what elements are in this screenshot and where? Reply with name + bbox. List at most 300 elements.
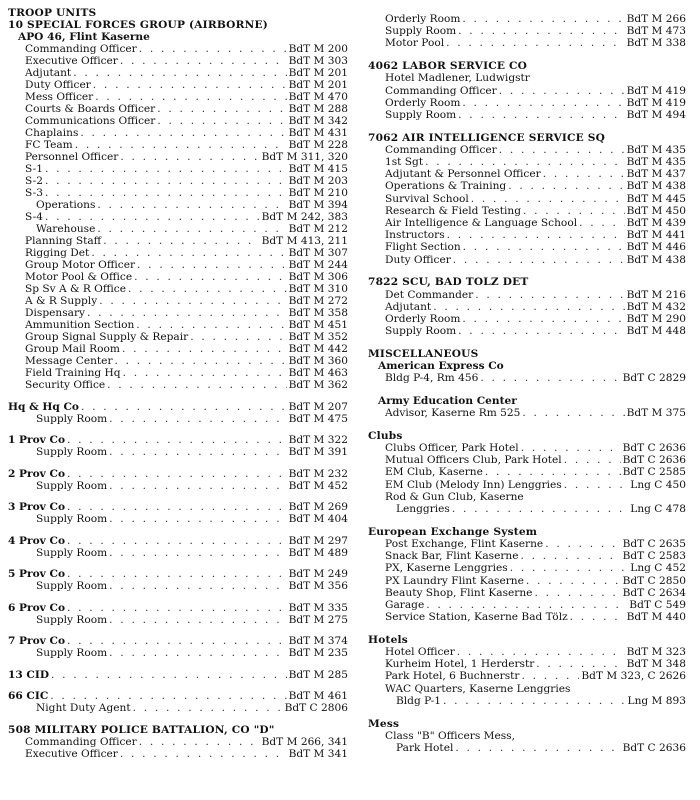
directory-entry <box>8 331 348 343</box>
phone-number: BdT M 391 <box>288 446 348 458</box>
leader-dots <box>426 599 627 611</box>
leader-dots <box>458 109 624 121</box>
phone-number: BdT M 432 <box>626 300 686 313</box>
subsection-heading: Army Education Center <box>378 394 517 407</box>
directory-entry <box>8 614 348 626</box>
subsection-heading: American Express Co <box>378 360 504 372</box>
leader-dots <box>499 144 625 156</box>
phone-number: BdT M 356 <box>288 580 348 592</box>
phone-number: BdT C 2636 <box>622 454 686 467</box>
phone-number: BdT M 269 <box>288 501 348 513</box>
phone-number: BdT M 342 <box>288 115 348 127</box>
directory-entry <box>8 79 348 91</box>
phone-number: BdT C 2585 <box>622 466 686 479</box>
entry-name: Operations <box>36 199 96 211</box>
leader-dots <box>425 156 624 168</box>
phone-number: BdT M 438 <box>626 180 686 193</box>
directory-entry <box>368 611 686 623</box>
entry-name: Supply Room <box>385 108 457 121</box>
phone-number: BdT M 360 <box>288 355 348 367</box>
entry-name: Clubs Officer, Park Hotel <box>385 442 519 454</box>
leader-dots <box>97 199 286 211</box>
phone-number: BdT M 450 <box>626 204 686 217</box>
entry-name: Planning Staff <box>25 235 102 247</box>
directory-entry <box>8 480 348 492</box>
directory-entry <box>368 85 686 97</box>
entry-name: 1st Sgt <box>385 156 424 168</box>
entry-name: Chaplains <box>25 127 79 139</box>
entry-name: Supply Room <box>36 446 108 458</box>
leader-dots <box>499 85 625 97</box>
entry-name: Flight Section <box>385 241 461 254</box>
phone-number: BdT M 272 <box>288 295 348 307</box>
phone-number: BdT M 494 <box>626 108 686 121</box>
directory-entry <box>368 372 686 384</box>
entry-name: Garage <box>385 598 425 611</box>
entry-name: Commanding Officer <box>25 735 137 748</box>
directory-entry <box>8 434 348 446</box>
leader-dots <box>120 151 259 163</box>
phone-number: BdT M 341 <box>288 747 348 760</box>
entry-name: Beauty Shop, Flint Kaserne <box>385 586 533 599</box>
leader-dots <box>485 466 621 478</box>
directory-entry <box>368 205 686 217</box>
entry-name: Ammunition Section <box>25 319 135 331</box>
entry-name: PX Laundry Flint Kaserne <box>385 574 524 587</box>
leader-dots <box>109 513 286 525</box>
phone-number: BdT M 446 <box>626 241 686 254</box>
phone-number: BdT M 394 <box>288 199 348 211</box>
entry-name: Commanding Officer <box>385 84 497 97</box>
entry-name: Park Hotel, 6 Buchnerstr <box>385 670 520 683</box>
directory-entry <box>8 446 348 458</box>
leader-dots <box>81 401 287 413</box>
entry-name: Hotel Officer <box>385 646 455 658</box>
leader-dots <box>521 442 621 454</box>
phone-number: BdT M 445 <box>626 192 686 205</box>
phone-number: BdT M 307 <box>288 247 348 259</box>
phone-number: BdT M 242, 383 <box>261 211 348 223</box>
phone-number: BdT C 2634 <box>622 586 686 599</box>
directory-entry <box>8 513 348 525</box>
leader-dots <box>109 547 286 559</box>
entry-name: Supply Room <box>36 412 108 425</box>
phone-number: BdT M 266, 341 <box>261 735 348 748</box>
phone-number: BdT M 285 <box>288 668 348 681</box>
directory-entry <box>368 37 686 49</box>
entry-name: Night Duty Agent <box>36 702 131 714</box>
phone-number: BdT M 448 <box>626 325 686 338</box>
leader-dots <box>190 331 286 343</box>
phone-number: BdT M 323 <box>626 646 686 658</box>
leader-dots <box>93 79 287 91</box>
directory-entry <box>368 695 686 707</box>
entry-name: S-3 <box>25 187 43 199</box>
phone-number: BdT M 415 <box>288 163 348 175</box>
section-heading: 7822 SCU, BAD TOLZ DET <box>368 276 529 289</box>
leader-dots <box>134 271 286 283</box>
leader-dots <box>455 742 620 754</box>
directory-entry <box>8 247 348 259</box>
phone-number: BdT M 275 <box>288 613 348 626</box>
leader-dots <box>45 187 287 199</box>
leader-dots <box>45 211 260 223</box>
directory-entry <box>8 602 348 614</box>
section-heading: TROOP UNITS <box>8 7 97 19</box>
directory-entry <box>8 295 348 307</box>
directory-entry <box>8 67 348 79</box>
phone-number: BdT C 2636 <box>622 442 686 454</box>
directory-entry <box>368 742 686 754</box>
directory-entry <box>8 43 348 55</box>
directory-entry <box>8 115 348 127</box>
phone-number: BdT M 419 <box>626 96 686 109</box>
entry-name: Security Office <box>25 379 106 391</box>
phone-number: BdT M 463 <box>288 367 348 379</box>
entry-name: Group Motor Officer <box>25 259 136 271</box>
entry-name: EM Club, Kaserne <box>385 466 483 479</box>
directory-entry <box>8 175 348 187</box>
leader-dots <box>67 635 287 647</box>
phone-number: BdT M 475 <box>288 412 348 425</box>
directory-entry <box>8 647 348 659</box>
directory-entry <box>8 55 348 67</box>
entry-name: Det Commander <box>385 288 474 301</box>
leader-dots <box>446 37 624 49</box>
leader-dots <box>91 247 286 259</box>
phone-number: BdT M 310 <box>288 283 348 295</box>
phone-number: BdT M 437 <box>626 168 686 181</box>
directory-entry <box>8 187 348 199</box>
leader-dots <box>462 13 624 25</box>
entry-name: Group Mail Room <box>25 343 120 355</box>
entry-name: Executive Officer <box>25 55 118 67</box>
directory-entry <box>8 501 348 513</box>
leader-dots <box>471 193 625 205</box>
leader-dots <box>510 562 629 574</box>
entry-name: Park Hotel <box>396 741 454 754</box>
phone-number: BdT M 290 <box>626 312 686 325</box>
phone-number: BdT M 431 <box>288 127 348 139</box>
leader-dots <box>457 646 625 658</box>
leader-dots <box>109 580 286 592</box>
entry-name: Post Exchange, Flint Kaserne <box>385 537 544 550</box>
entry-name: Rigging Det <box>25 247 90 259</box>
entry-name: Supply Room <box>385 325 457 338</box>
entry-name: PX, Kaserne Lenggries <box>385 562 508 575</box>
leader-dots <box>133 702 283 714</box>
phone-number: BdT M 228 <box>288 139 348 151</box>
directory-entry <box>8 151 348 163</box>
leader-dots <box>107 379 286 391</box>
directory-entry <box>368 144 686 156</box>
directory-entry <box>8 271 348 283</box>
phone-number: BdT M 297 <box>288 534 348 547</box>
directory-entry <box>8 535 348 547</box>
phone-number: BdT M 311, 320 <box>261 151 348 163</box>
leader-dots <box>67 535 287 547</box>
phone-number: BdT M 235 <box>288 647 348 659</box>
leader-dots <box>157 115 286 127</box>
leader-dots <box>120 55 287 67</box>
directory-entry <box>368 670 686 682</box>
phone-number: BdT M 207 <box>288 400 348 413</box>
entry-name: Lenggries <box>396 503 450 515</box>
directory-entry <box>8 139 348 151</box>
directory-entry <box>368 325 686 337</box>
phone-number: BdT C 2635 <box>622 537 686 550</box>
leader-dots <box>73 67 286 79</box>
leader-dots <box>95 91 286 103</box>
phone-number: BdT M 323, C 2626 <box>581 670 686 683</box>
phone-number: BdT M 244 <box>288 259 348 271</box>
phone-number: BdT C 549 <box>629 598 686 611</box>
entry-name: 7 Prov Co <box>8 635 66 647</box>
entry-name: Research & Field Testing <box>385 204 521 217</box>
leader-dots <box>534 587 620 599</box>
directory-entry <box>368 25 686 37</box>
entry-name: Air Intelligence & Language School <box>385 217 578 229</box>
leader-dots <box>51 669 287 681</box>
leader-dots <box>157 103 286 115</box>
phone-number: BdT M 489 <box>288 546 348 559</box>
phone-number: BdT M 338 <box>626 37 686 50</box>
entry-name: Duty Officer <box>25 79 91 91</box>
entry-name: Instructors <box>385 229 445 242</box>
directory-entry <box>368 241 686 253</box>
leader-dots <box>136 319 286 331</box>
directory-entry <box>368 168 686 180</box>
phone-number: BdT M 201 <box>288 67 348 79</box>
directory-entry <box>8 259 348 271</box>
phone-number: BdT M 201 <box>288 79 348 91</box>
directory-entry <box>8 580 348 592</box>
leader-dots <box>45 163 287 175</box>
leader-dots <box>579 217 624 229</box>
section-heading: 508 MILITARY POLICE BATTALION, CO "D" <box>8 723 275 736</box>
phone-number: BdT M 439 <box>626 217 686 229</box>
entry-name: Dispensary <box>25 307 85 319</box>
leader-dots <box>87 307 287 319</box>
section-heading: 7062 AIR INTELLIGENCE SERVICE SQ <box>368 131 606 144</box>
phone-number: BdT M 375 <box>626 407 686 420</box>
entry-name: Kurheim Hotel, 1 Herderstr <box>385 658 535 671</box>
phone-number: BdT M 440 <box>626 611 686 624</box>
phone-number: BdT M 249 <box>288 568 348 580</box>
phone-number: Lng C 450 <box>630 478 686 491</box>
directory-entry <box>368 180 686 192</box>
entry-name: 2 Prov Co <box>8 467 66 480</box>
phone-number: BdT M 442 <box>288 343 348 355</box>
leader-dots <box>443 695 626 707</box>
entry-name: Adjutant <box>385 300 432 313</box>
directory-entry <box>8 223 348 235</box>
leader-dots <box>523 205 625 217</box>
phone-number: BdT M 404 <box>288 513 348 525</box>
directory-entry <box>8 413 348 425</box>
leader-dots <box>453 254 625 266</box>
phone-number: BdT C 2806 <box>284 702 348 714</box>
phone-number: BdT M 435 <box>626 143 686 156</box>
leader-dots <box>452 503 628 515</box>
subsection-heading: APO 46, Flint Kaserne <box>18 31 150 43</box>
entry-name: Supply Room <box>36 647 108 659</box>
entry-name: 1 Prov Co <box>8 434 66 446</box>
leader-dots <box>463 241 625 253</box>
leader-dots <box>433 301 624 313</box>
directory-entry <box>8 355 348 367</box>
leader-dots <box>120 748 287 760</box>
phone-number: BdT M 212 <box>288 223 348 235</box>
entry-name: Communications Officer <box>25 115 156 127</box>
entry-name: Service Station, Kaserne Bad Tölz <box>385 611 568 624</box>
address-line: Rod & Gun Club, Kaserne <box>385 490 524 503</box>
entry-name: EM Club (Melody Inn) Lenggries <box>385 478 562 491</box>
leader-dots <box>137 259 287 271</box>
leader-dots <box>526 575 621 587</box>
leader-dots <box>564 479 629 491</box>
phone-number: BdT M 200 <box>288 43 348 55</box>
phone-number: BdT M 210 <box>288 187 348 199</box>
entry-name: Orderly Room <box>385 13 461 25</box>
directory-entry <box>368 538 686 550</box>
phone-number: BdT M 288 <box>288 103 348 115</box>
directory-entry <box>8 307 348 319</box>
directory-entry <box>8 211 348 223</box>
entry-name: Motor Pool <box>385 37 445 50</box>
section-heading: 4062 LABOR SERVICE CO <box>368 60 528 73</box>
section-heading: MISCELLANEOUS <box>368 347 479 360</box>
entry-name: S-4 <box>25 211 43 223</box>
directory-entry <box>368 217 686 229</box>
entry-name: Commanding Officer <box>385 143 497 156</box>
entry-name: Supply Room <box>36 546 108 559</box>
leader-dots <box>462 97 624 109</box>
entry-name: Supply Room <box>36 479 108 492</box>
phone-number: BdT M 232 <box>288 467 348 480</box>
directory-entry <box>368 313 686 325</box>
directory-entry <box>368 454 686 466</box>
phone-number: BdT M 374 <box>288 635 348 647</box>
entry-name: Courts & Boards Officer <box>25 103 156 115</box>
directory-entry <box>368 599 686 611</box>
leader-dots <box>103 235 259 247</box>
directory-entry <box>368 97 686 109</box>
directory-entry <box>8 690 348 702</box>
directory-entry <box>8 235 348 247</box>
entry-name: Orderly Room <box>385 96 461 109</box>
entry-name: Operations & Training <box>385 180 507 193</box>
entry-name: Duty Officer <box>385 253 451 266</box>
leader-dots <box>67 501 287 513</box>
address-line: WAC Quarters, Kaserne Lenggries <box>385 682 571 695</box>
directory-entry <box>8 103 348 115</box>
phone-number: BdT M 419 <box>626 84 686 97</box>
directory-entry <box>368 407 686 419</box>
directory-entry <box>8 283 348 295</box>
phone-number: BdT M 461 <box>288 690 348 702</box>
entry-name: Adjutant <box>25 67 72 79</box>
directory-entry <box>368 575 686 587</box>
entry-name: Bldg P-4, Rm 456 <box>385 372 479 385</box>
directory-entry <box>368 442 686 454</box>
leader-dots <box>109 480 286 492</box>
phone-number: BdT M 306 <box>288 271 348 283</box>
directory-entry <box>368 301 686 313</box>
leader-dots <box>115 355 287 367</box>
directory-entry <box>8 736 348 748</box>
section-heading: 10 SPECIAL FORCES GROUP (AIRBORNE) <box>8 19 268 31</box>
directory-entry <box>8 199 348 211</box>
directory-entry <box>8 547 348 559</box>
leader-dots <box>458 325 624 337</box>
directory-entry <box>368 289 686 301</box>
leader-dots <box>128 283 287 295</box>
entry-name: Personnel Officer <box>25 151 119 163</box>
directory-entry <box>368 550 686 562</box>
phone-number: BdT M 358 <box>288 307 348 319</box>
phone-number: BdT C 2850 <box>622 574 686 587</box>
directory-entry <box>368 229 686 241</box>
directory-entry <box>8 127 348 139</box>
directory-entry <box>368 13 686 25</box>
entry-name: Supply Room <box>385 25 457 38</box>
phone-number: BdT M 413, 211 <box>261 235 348 247</box>
phone-number: BdT M 362 <box>288 379 348 391</box>
phone-number: Lng C 452 <box>630 562 686 575</box>
leader-dots <box>462 313 624 325</box>
phone-number: Lng C 478 <box>630 503 686 515</box>
leader-dots <box>67 468 287 480</box>
directory-entry <box>8 379 348 391</box>
section-heading: Clubs <box>368 429 403 442</box>
phone-number: BdT M 441 <box>626 229 686 242</box>
phone-number: Lng M 893 <box>627 694 686 707</box>
phone-number: BdT C 2636 <box>622 741 686 754</box>
leader-dots <box>80 127 286 139</box>
entry-name: Adjutant & Personnel Officer <box>385 168 541 181</box>
phone-number: BdT M 438 <box>626 253 686 266</box>
leader-dots <box>123 367 287 379</box>
entry-name: A & R Supply <box>25 295 98 307</box>
leader-dots <box>50 690 286 702</box>
leader-dots <box>67 434 287 446</box>
entry-name: Mutual Officers Club, Park Hotel <box>385 454 562 467</box>
leader-dots <box>97 223 286 235</box>
phone-number: BdT M 435 <box>626 156 686 168</box>
leader-dots <box>480 372 620 384</box>
directory-entry <box>8 669 348 681</box>
directory-entry <box>368 587 686 599</box>
entry-name: S-2 <box>25 175 43 187</box>
leader-dots <box>139 736 260 748</box>
directory-entry <box>8 163 348 175</box>
leader-dots <box>508 180 624 192</box>
directory-entry <box>368 193 686 205</box>
entry-name: Bldg P-1 <box>396 694 441 707</box>
entry-name: Advisor, Kaserne Rm 525 <box>385 407 521 420</box>
entry-name: Sp Sv A & R Office <box>25 283 126 295</box>
phone-number: BdT M 473 <box>626 25 686 38</box>
address-line: Class "B" Officers Mess, <box>385 729 515 742</box>
entry-name: 13 CID <box>8 668 50 681</box>
phone-number: BdT M 322 <box>288 434 348 446</box>
leader-dots <box>521 550 621 562</box>
leader-dots <box>45 175 287 187</box>
leader-dots <box>109 647 286 659</box>
entry-name: Commanding Officer <box>25 43 137 55</box>
entry-name: Mess Officer <box>25 91 94 103</box>
